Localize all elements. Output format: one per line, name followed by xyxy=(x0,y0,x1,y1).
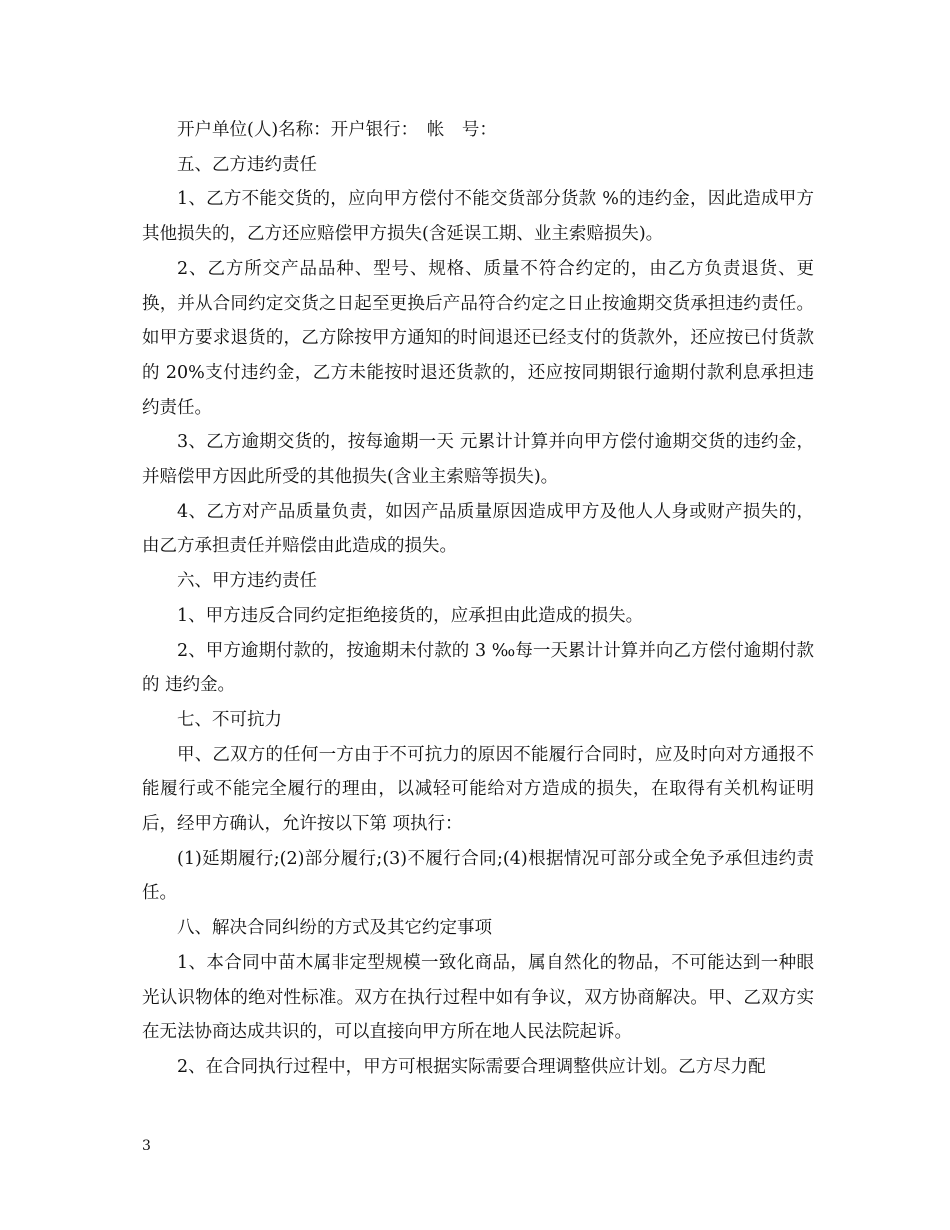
section-heading-party-b-liability: 五、乙方违约责任 xyxy=(177,154,317,175)
paragraph: 1、本合同中苗木属非定型规模一致化商品，属自然化的物品，不可能达到一种眼光认识物体的绝对性标准。双方在执行过程中如有争议，双方协商解决。甲、乙双方实在无法协商达成共识的，可以直接向甲方所在地人民法院起诉。 xyxy=(142,952,814,1043)
paragraph: 甲、乙双方的任何一方由于不可抗力的原因不能履行合同时，应及时向对方通报不能履行或不能完全履行的理由，以减轻可能给对方造成的损失，在取得有关机构证明后，经甲方确认，允许按以下第 项执行： xyxy=(142,744,814,835)
paragraph: (1)延期履行;(2)部分履行;(3)不履行合同;(4)根据情况可部分或全免予承但违约责任。 xyxy=(142,848,814,904)
paragraph: 2、在合同执行过程中，甲方可根据实际需要合理调整供应计划。乙方尽力配 xyxy=(177,1056,766,1077)
section-heading-party-a-liability: 六、甲方违约责任 xyxy=(177,571,317,592)
paragraph: 3、乙方逾期交货的，按每逾期一天 元累计计算并向甲方偿付逾期交货的违约金，并赔偿甲方因此所受的其他损失(含业主索赔等损失)。 xyxy=(142,432,814,488)
account-info-line: 开户单位(人)名称：开户银行： 帐 号： xyxy=(177,120,497,140)
paragraph: 2、甲方逾期付款的，按逾期未付款的 3 ‰每一天累计计算并向乙方偿付逾期付款的 违约金。 xyxy=(142,640,814,696)
paragraph: 2、乙方所交产品品种、型号、规格、质量不符合约定的，由乙方负责退货、更换，并从合同约定交货之日起至更换后产品符合约定之日止按逾期交货承担违约责任。如甲方要求退货的，乙方除按甲方通知的时间退还已经支付的货款外，还应按已付货款的 20%支付违约金，乙方未能按时退还货款的，还应按同期银行逾期付款利息承担违约责任。 xyxy=(142,258,814,418)
contract-body xyxy=(142,113,814,1085)
paragraph: 1、甲方违反合同约定拒绝接货的，应承担由此造成的损失。 xyxy=(177,605,644,626)
section-heading-dispute-resolution: 八、解决合同纠纷的方式及其它约定事项 xyxy=(177,918,492,939)
page-number: 3 xyxy=(142,1138,151,1154)
section-heading-force-majeure: 七、不可抗力 xyxy=(177,709,282,730)
paragraph: 4、乙方对产品质量负责，如因产品质量原因造成甲方及他人人身或财产损失的，由乙方承担责任并赔偿由此造成的损失。 xyxy=(142,501,814,557)
paragraph: 1、乙方不能交货的，应向甲方偿付不能交货部分货款 %的违约金，因此造成甲方其他损失的，乙方还应赔偿甲方损失(含延误工期、业主索赔损失)。 xyxy=(142,189,814,245)
